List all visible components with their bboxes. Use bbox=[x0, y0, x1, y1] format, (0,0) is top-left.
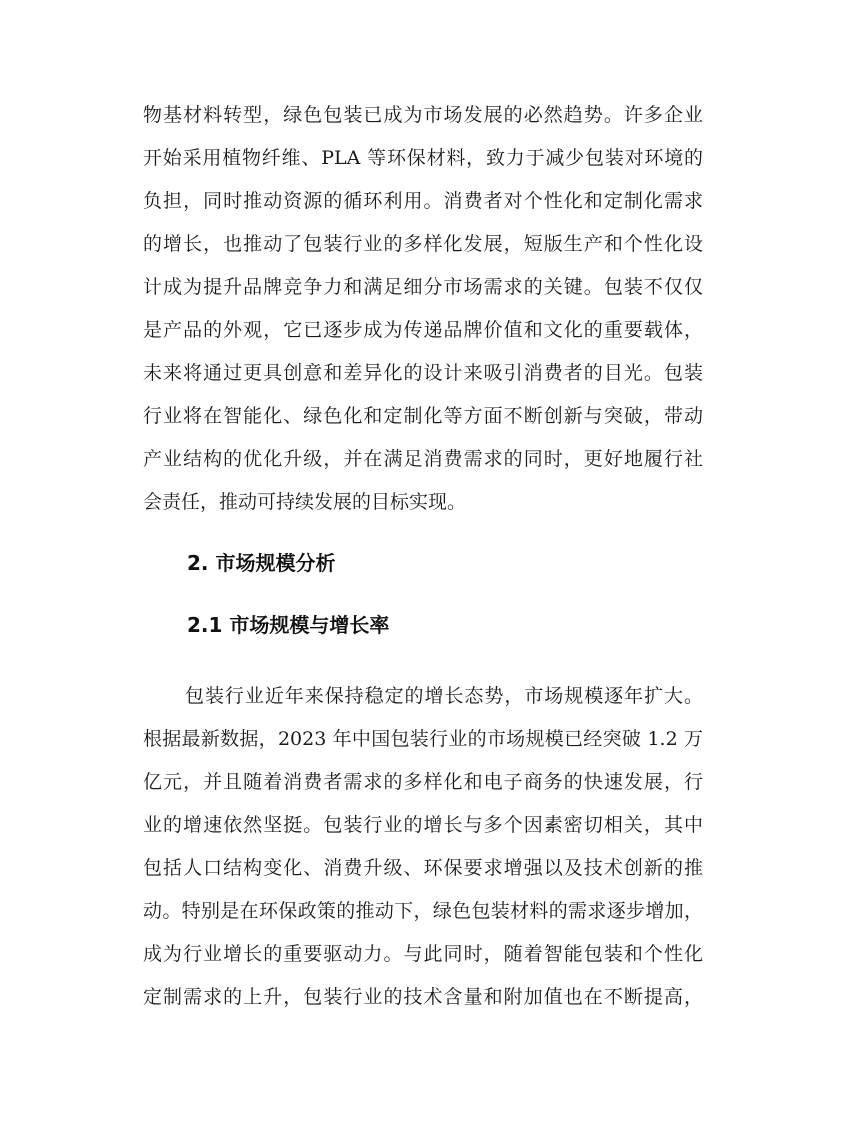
paragraph-line: 成为行业增长的重要驱动力。与此同时，随着智能包装和个性化 bbox=[143, 943, 703, 965]
paragraph-line: 业的增速依然坚挺。包装行业的增长与多个因素密切相关，其中 bbox=[143, 814, 703, 836]
paragraph-line: 行业将在智能化、绿色化和定制化等方面不断创新与突破，带动 bbox=[143, 405, 703, 427]
paragraph-line: 是产品的外观，它已逐步成为传递品牌价值和文化的重要载体， bbox=[143, 319, 703, 341]
paragraph-line: 负担，同时推动资源的循环利用。消费者对个性化和定制化需求 bbox=[143, 190, 703, 212]
paragraph-line: 产业结构的优化升级，并在满足消费需求的同时，更好地履行社 bbox=[143, 448, 703, 470]
paragraph-line: 会责任，推动可持续发展的目标实现。 bbox=[143, 491, 467, 513]
section-heading: 2. 市场规模分析 bbox=[187, 551, 336, 575]
paragraph-line: 亿元，并且随着消费者需求的多样化和电子商务的快速发展，行 bbox=[143, 771, 703, 793]
paragraph-line: 物基材料转型，绿色包装已成为市场发展的必然趋势。许多企业 bbox=[143, 104, 703, 126]
subsection-heading: 2.1 市场规模与增长率 bbox=[187, 613, 390, 637]
paragraph-line: 的增长，也推动了包装行业的多样化发展，短版生产和个性化设 bbox=[143, 233, 703, 255]
paragraph-line: 开始采用植物纤维、PLA 等环保材料，致力于减少包装对环境的 bbox=[143, 147, 703, 169]
paragraph-line: 包括人口结构变化、消费升级、环保要求增强以及技术创新的推 bbox=[143, 857, 703, 879]
paragraph-line: 定制需求的上升，包装行业的技术含量和附加值也在不断提高， bbox=[143, 986, 703, 1008]
paragraph-line: 未来将通过更具创意和差异化的设计来吸引消费者的目光。包装 bbox=[143, 362, 703, 384]
paragraph-line: 动。特别是在环保政策的推动下，绿色包装材料的需求逐步增加， bbox=[143, 900, 703, 922]
paragraph-line: 包装行业近年来保持稳定的增长态势，市场规模逐年扩大。 bbox=[185, 685, 703, 707]
paragraph-line: 计成为提升品牌竞争力和满足细分市场需求的关键。包装不仅仅 bbox=[143, 276, 703, 298]
paragraph-line: 根据最新数据，2023 年中国包装行业的市场规模已经突破 1.2 万 bbox=[143, 728, 703, 750]
